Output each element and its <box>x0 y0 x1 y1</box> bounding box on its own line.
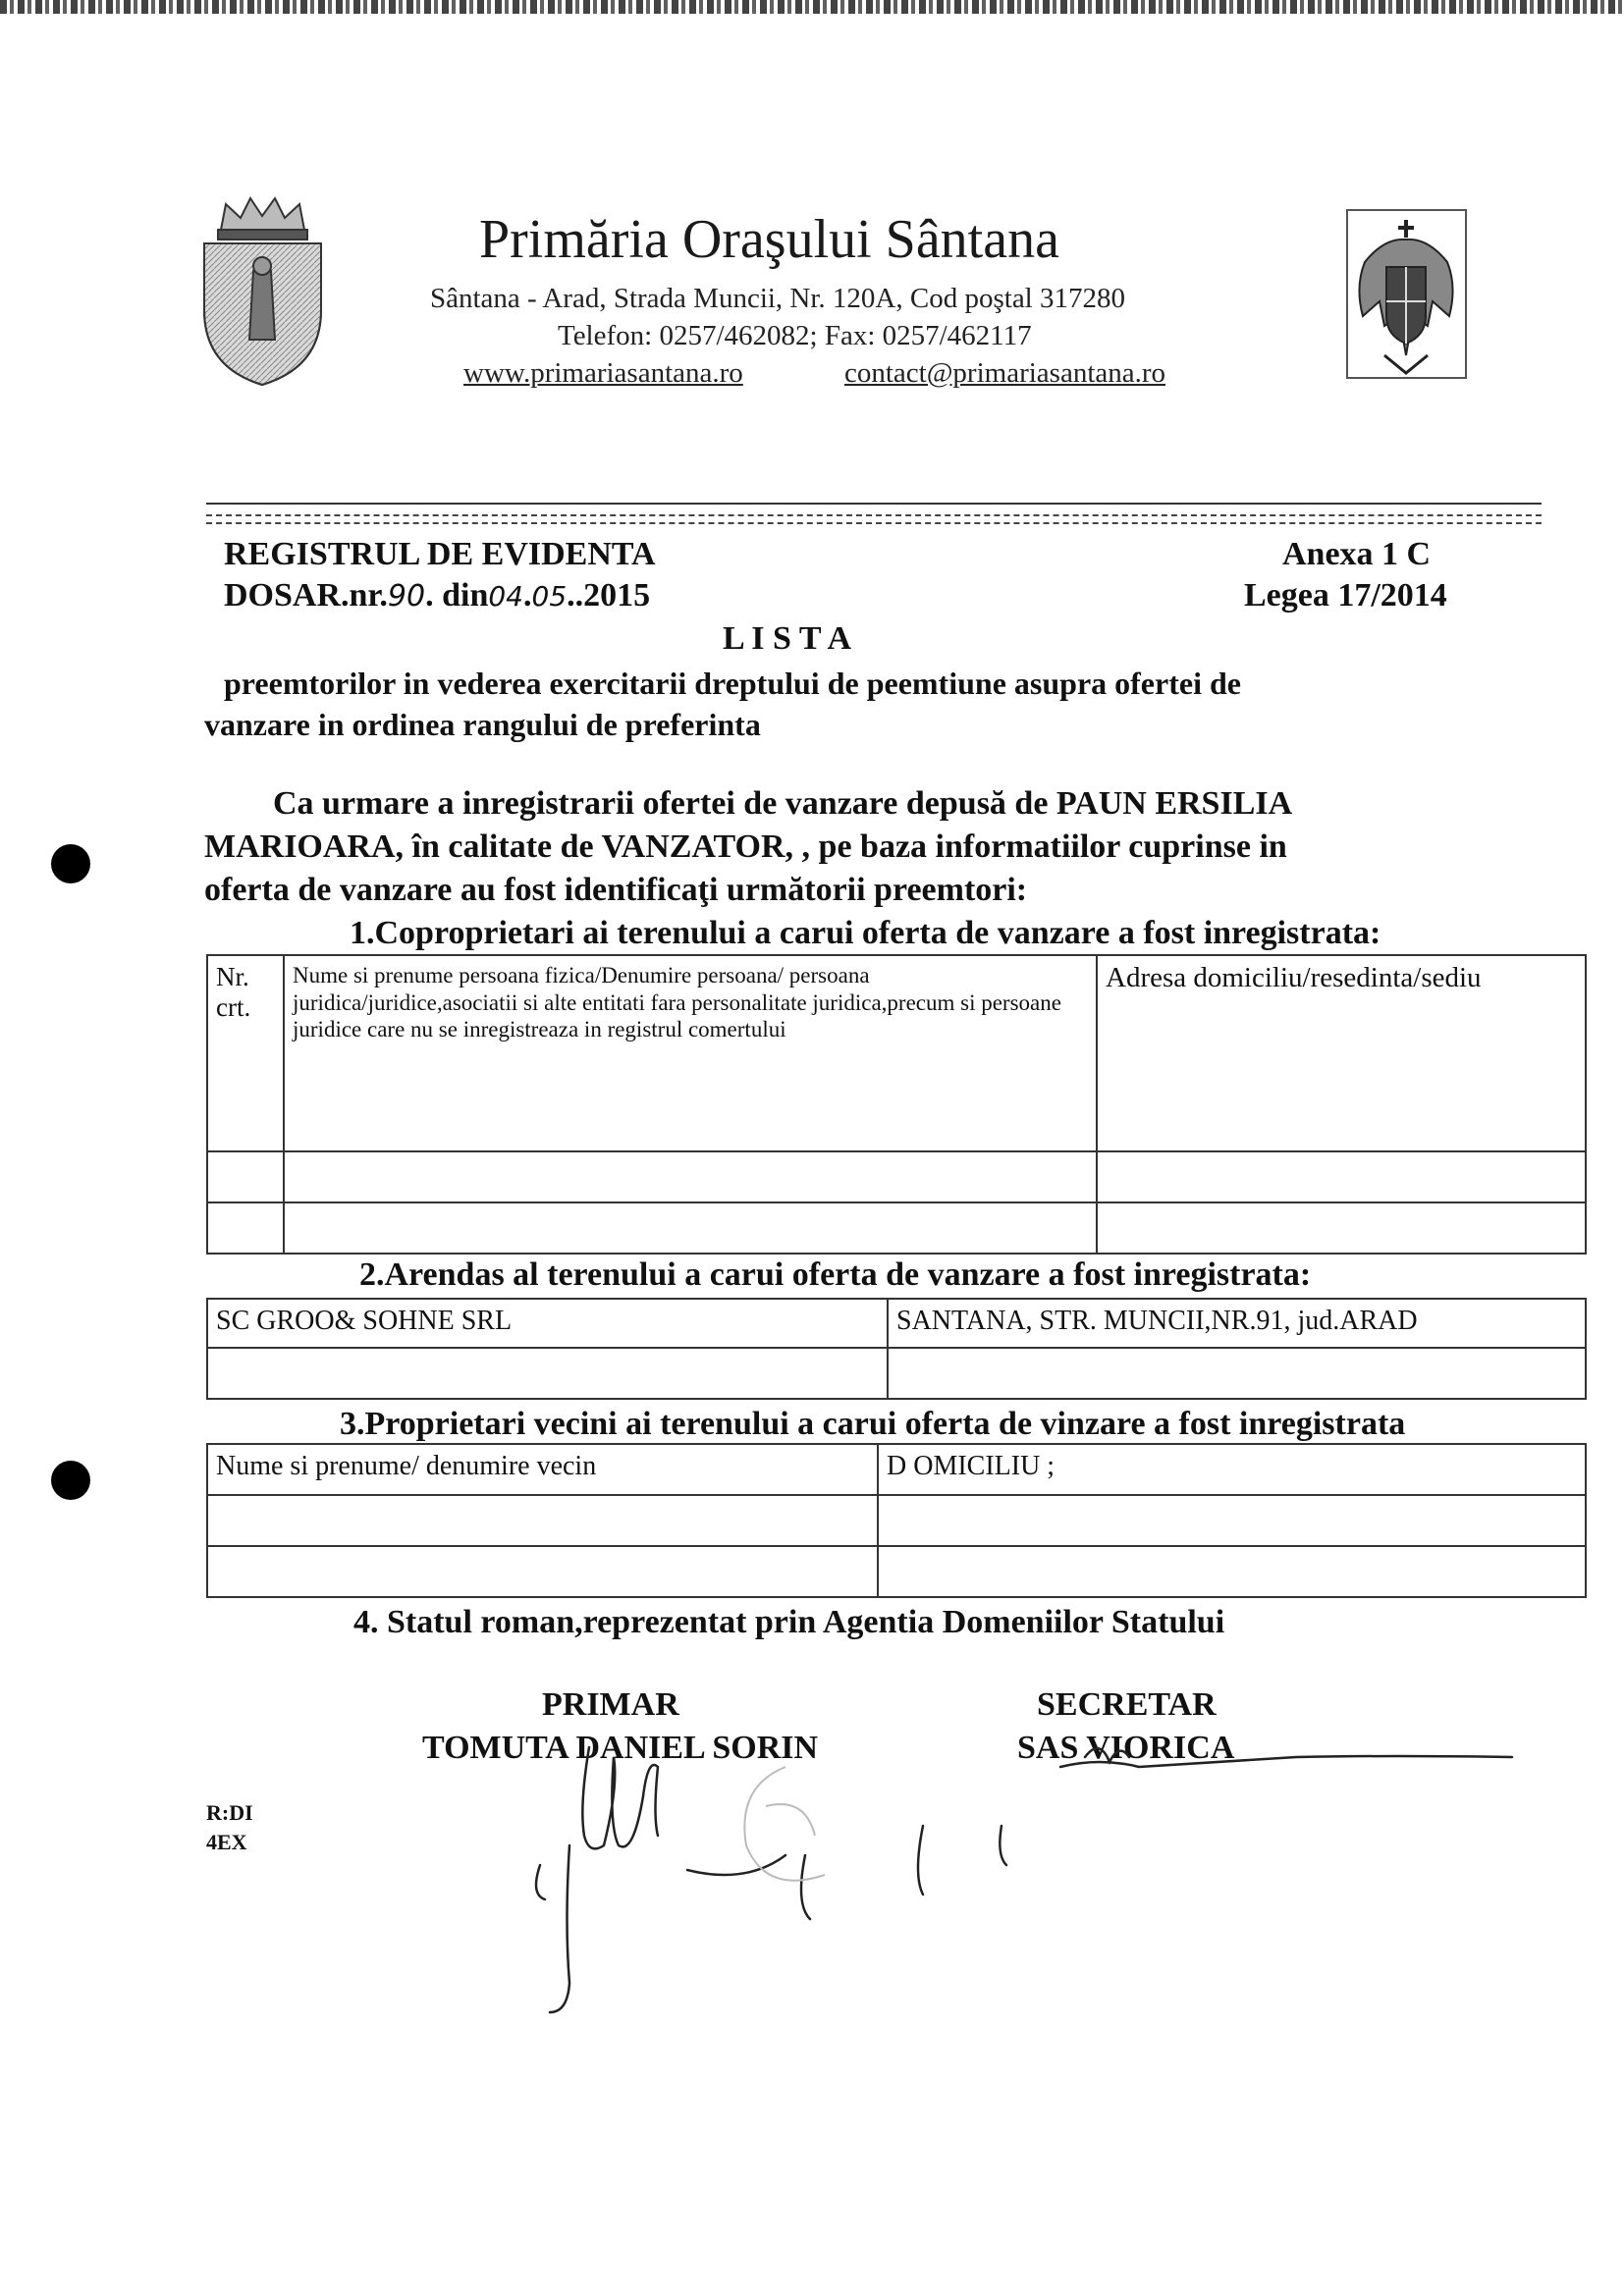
header-divider-dashed-2 <box>206 522 1542 524</box>
table-row <box>207 1202 1586 1254</box>
intro-line2: MARIOARA, în calitate de VANZATOR, , pe baza informatiilor cuprinse in <box>204 828 1287 865</box>
header-divider <box>206 503 1542 505</box>
coproprietari-table <box>206 954 1587 1255</box>
vecin-domicile-header: D OMICILIU ; <box>878 1444 1586 1495</box>
list-subtitle-line1: preemtorilor in vederea exercitarii dreptului de peemtiune asupra ofertei de <box>224 666 1241 701</box>
page-title: Primăria Oraşului Sântana <box>479 209 1059 270</box>
section3-title: 3.Proprietari vecini ai terenului a carui oferta de vinzare a fost inregistrata <box>340 1406 1406 1442</box>
table-row <box>207 1495 1586 1546</box>
mayor-name: TOMUTA DANIEL SORIN <box>422 1730 819 1766</box>
footer-copies: 4EX <box>206 1830 247 1854</box>
annex-label: Anexa 1 C <box>1282 536 1432 572</box>
city-emblem-icon <box>196 192 329 389</box>
list-subtitle-line2: vanzare in ordinea rangului de preferinta <box>204 707 761 742</box>
dosar-date-month: 05 <box>531 580 568 613</box>
law-label: Legea 17/2014 <box>1244 577 1447 614</box>
section2-title: 2.Arendas al terenului a carui oferta de vanzare a fost inregistrata: <box>359 1256 1312 1293</box>
secretary-title: SECRETAR <box>1037 1686 1217 1723</box>
header-address: Sântana - Arad, Strada Muncii, Nr. 120A, Cod poştal 317280 <box>430 283 1125 314</box>
dosar-line: DOSAR.nr.90. din04.05..2015 <box>224 577 651 614</box>
intro-line1: Ca urmare a inregistrarii ofertei de vanzare depusă de PAUN ERSILIA <box>273 785 1293 822</box>
list-heading: L I S T A <box>723 620 852 657</box>
header-website-link[interactable]: www.primariasantana.ro <box>463 357 743 389</box>
header-email-link[interactable]: contact@primariasantana.ro <box>844 357 1166 389</box>
header-divider-dashed <box>206 514 1542 516</box>
arendas-name: SC GROO& SOHNE SRL <box>207 1299 888 1348</box>
secretary-name: SAS VIORICA <box>1017 1730 1235 1766</box>
dosar-prefix: DOSAR.nr. <box>224 577 388 614</box>
footer-ref: R:DI <box>206 1800 253 1825</box>
mayor-title: PRIMAR <box>542 1686 679 1723</box>
section1-title: 1.Coproprietari ai terenului a carui oferta de vanzare a fost inregistrata: <box>350 915 1381 951</box>
dosar-year: ..2015 <box>567 577 651 614</box>
romania-coat-of-arms-icon <box>1345 208 1468 380</box>
arendas-table <box>206 1298 1587 1400</box>
table-row <box>207 1546 1586 1597</box>
handwritten-signatures <box>511 1728 1551 2022</box>
punch-hole <box>51 844 90 883</box>
col-nr-header: Nr. crt. <box>207 955 284 1151</box>
dosar-number: 90 <box>387 579 426 614</box>
header-phone: Telefon: 0257/462082; Fax: 0257/462117 <box>558 320 1032 351</box>
punch-hole <box>51 1461 90 1500</box>
col-name-header: Nume si prenume persoana fizica/Denumire persoana/ persoana juridica/juridice,asociatii si alte entitati fara personalitate juridica,precum si persoane juridice care nu se inregistreaza in registrul comertului <box>284 955 1097 1151</box>
section4-title: 4. Statul roman,reprezentat prin Agentia Domeniilor Statului <box>353 1604 1225 1640</box>
arendas-address: SANTANA, STR. MUNCII,NR.91, jud.ARAD <box>888 1299 1586 1348</box>
register-title: REGISTRUL DE EVIDENTA <box>224 536 656 572</box>
intro-line3: oferta de vanzare au fost identificaţi următorii preemtori: <box>204 872 1028 908</box>
vecini-table <box>206 1443 1587 1598</box>
dosar-date-day: 04 <box>488 580 523 613</box>
table-row <box>207 1151 1586 1202</box>
dosar-din-label: . din <box>425 577 489 614</box>
col-address-header: Adresa domiciliu/resedinta/sediu <box>1097 955 1586 1151</box>
table-row <box>207 1348 1586 1399</box>
vecin-name-header: Nume si prenume/ denumire vecin <box>207 1444 878 1495</box>
scan-top-band <box>0 0 1624 14</box>
